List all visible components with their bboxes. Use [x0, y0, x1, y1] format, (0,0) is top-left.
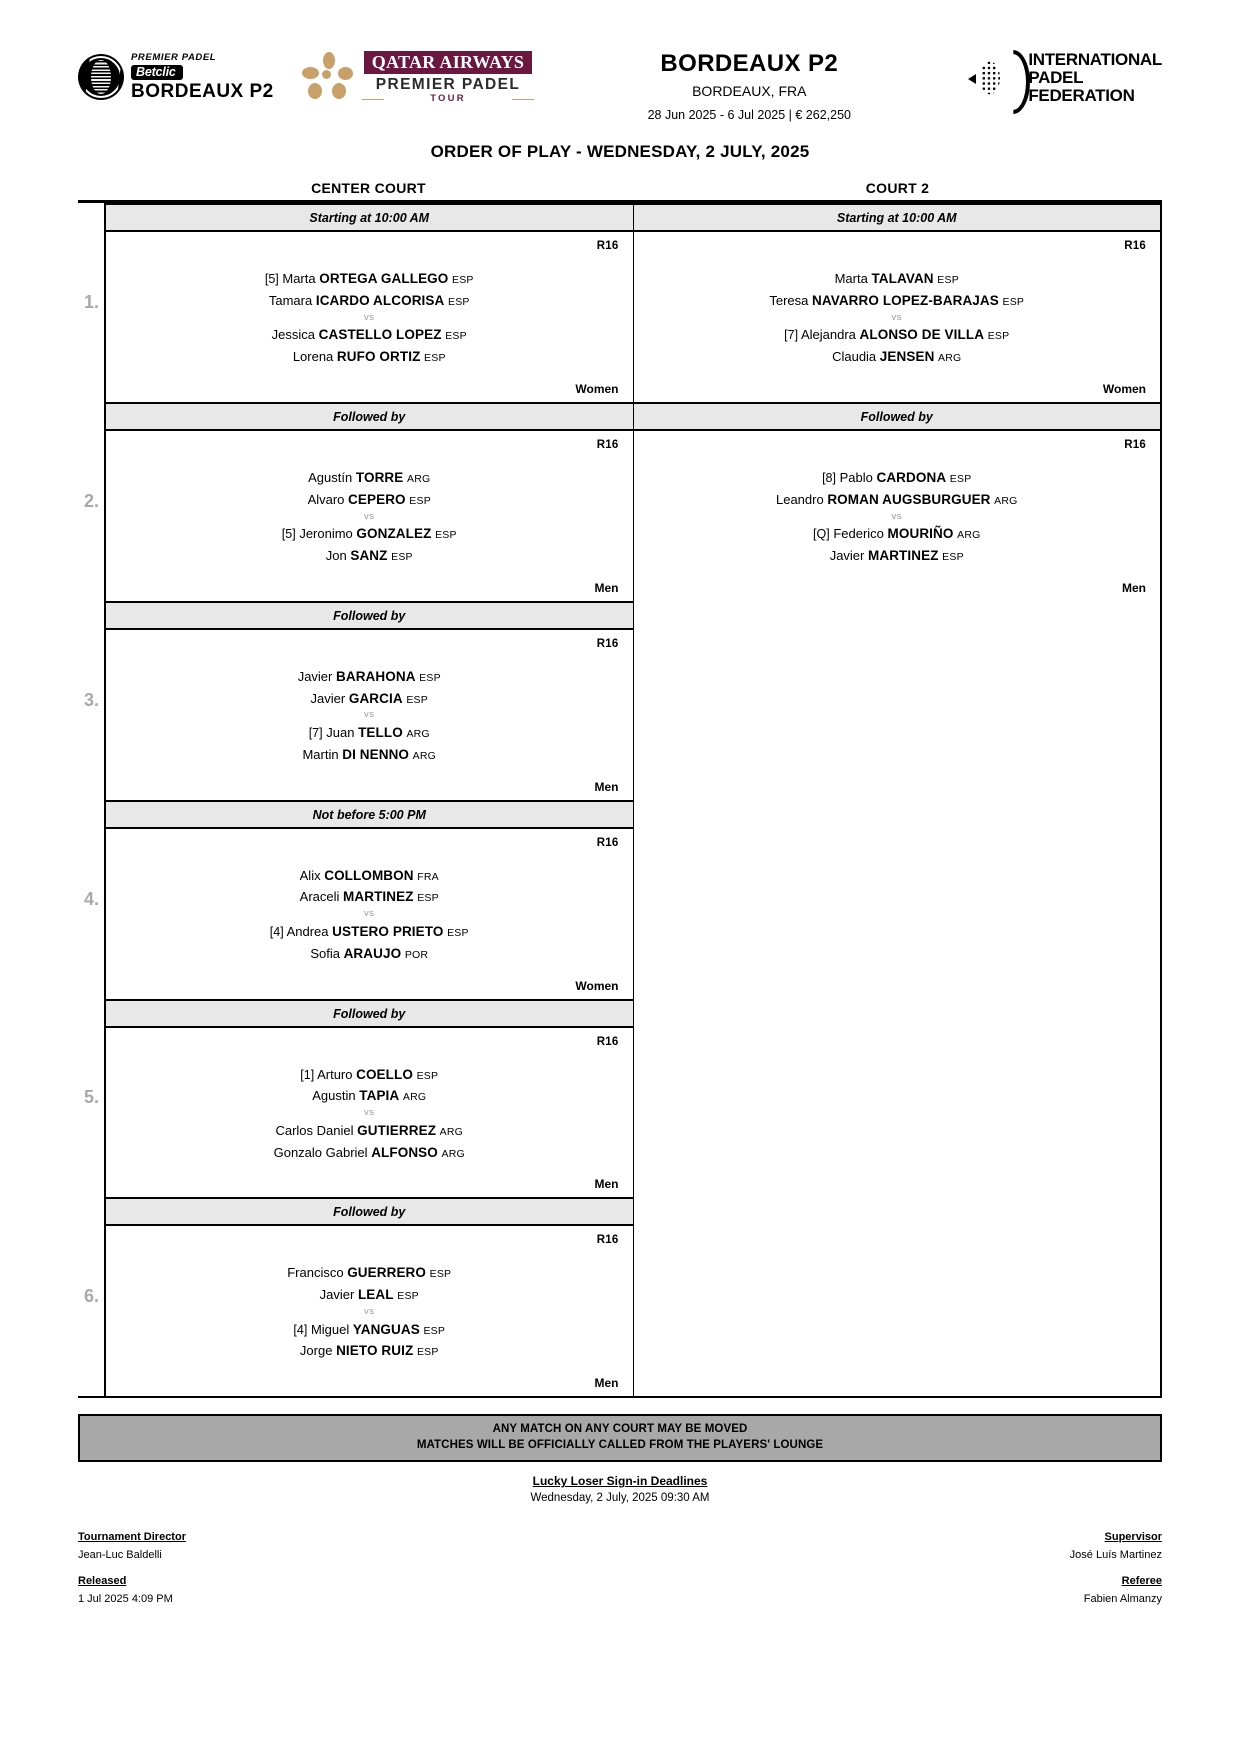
- footer-left-column: [78, 1530, 186, 1608]
- player-line: [120, 324, 619, 346]
- player-seed: [Q]: [813, 527, 830, 542]
- notice-line-2: MATCHES WILL BE OFFICIALLY CALLED FROM THE PLAYERS' LOUNGE: [416, 1438, 824, 1451]
- player-first-name: Jon: [325, 547, 347, 563]
- match-category: Women: [575, 381, 619, 396]
- round-label: R16: [596, 438, 619, 451]
- match-category: Women: [575, 978, 619, 993]
- player-line: [120, 545, 619, 567]
- court-2-cell: [634, 999, 1163, 1198]
- match-players: [648, 268, 1147, 368]
- qatar-airways-premier-padel-logo: [300, 50, 532, 104]
- player-line: [120, 268, 619, 290]
- match-players: [120, 1262, 619, 1362]
- player-line: [648, 346, 1147, 368]
- supervisor-name: José Luís Martinez: [1069, 1549, 1162, 1562]
- player-first-name: Jessica: [271, 327, 316, 343]
- player-nationality: ARG: [406, 727, 430, 740]
- padel-ball-icon: [78, 54, 124, 100]
- page-header: [0, 0, 1240, 130]
- player-line: [120, 865, 619, 887]
- player-last-name: GUERRERO: [347, 1265, 427, 1281]
- player-line: [120, 1064, 619, 1086]
- player-nationality: ESP: [942, 550, 964, 563]
- player-line: [120, 921, 619, 943]
- player-nationality: ESP: [424, 352, 446, 365]
- player-last-name: MARTINEZ: [343, 889, 414, 905]
- player-line: [120, 1120, 619, 1142]
- player-last-name: TELLO: [358, 724, 403, 740]
- empty-time-slot: [634, 1197, 1161, 1226]
- empty-match-slot: [634, 1226, 1161, 1389]
- player-last-name: CARDONA: [876, 469, 947, 485]
- match-time-banner[interactable]: Followed by: [634, 402, 1161, 431]
- player-nationality: ESP: [435, 529, 457, 542]
- player-last-name: TAPIA: [359, 1088, 400, 1104]
- player-first-name: Claudia: [832, 349, 877, 365]
- match-time-banner[interactable]: Followed by: [106, 402, 633, 431]
- match-block[interactable]: [106, 1028, 633, 1198]
- court-2-cell: [634, 601, 1163, 800]
- player-first-name: Federico: [833, 526, 884, 542]
- player-nationality: ESP: [452, 274, 474, 286]
- lucky-loser-block: [0, 1474, 1240, 1504]
- versus-separator: vs: [364, 1306, 375, 1318]
- player-line: [120, 744, 619, 766]
- player-nationality: ESP: [416, 1346, 439, 1359]
- player-nationality: ESP: [987, 330, 1010, 343]
- player-last-name: NIETO RUIZ: [336, 1343, 414, 1359]
- player-last-name: GARCIA: [348, 690, 403, 706]
- player-last-name: MOURIÑO: [887, 526, 954, 542]
- player-first-name: Jorge: [299, 1343, 333, 1359]
- tournament-title-block: [532, 42, 966, 122]
- player-first-name: Leandro: [775, 491, 824, 507]
- player-seed: [5]: [281, 527, 296, 542]
- player-seed: [4]: [293, 1322, 308, 1337]
- schedule-table: [78, 200, 1162, 1398]
- player-last-name: DI NENNO: [342, 746, 410, 762]
- player-first-name: Javier: [829, 547, 865, 563]
- player-line: [648, 268, 1147, 290]
- player-last-name: ALONSO DE VILLA: [859, 327, 985, 343]
- player-last-name: GONZALEZ: [356, 526, 432, 542]
- match-block[interactable]: [106, 630, 633, 800]
- player-line: [120, 688, 619, 710]
- player-first-name: Tamara: [268, 292, 313, 308]
- center-court-cell: [104, 999, 634, 1198]
- player-last-name: ORTEGA GALLEGO: [319, 271, 449, 286]
- player-first-name: Jeronimo: [299, 526, 353, 542]
- player-nationality: POR: [404, 948, 429, 961]
- center-court-cell: [104, 800, 634, 999]
- player-first-name: Alvaro: [307, 491, 345, 507]
- match-order-number: 4.: [83, 888, 99, 909]
- round-label: R16: [596, 637, 619, 650]
- player-line: [120, 489, 619, 511]
- player-nationality: ESP: [406, 693, 428, 706]
- player-nationality: ESP: [419, 671, 441, 684]
- center-court-cell: [104, 1197, 634, 1396]
- match-time-banner[interactable]: Followed by: [106, 601, 633, 630]
- match-players: [648, 467, 1147, 567]
- player-last-name: COLLOMBON: [324, 867, 414, 883]
- player-nationality: ESP: [937, 274, 959, 286]
- player-last-name: CASTELLO LOPEZ: [318, 327, 442, 343]
- court-2-cell: [634, 402, 1163, 601]
- supervisor-label: Supervisor: [1104, 1531, 1162, 1544]
- player-first-name: Francisco: [287, 1265, 344, 1281]
- player-line: [648, 467, 1147, 489]
- center-court-cell: [104, 203, 634, 402]
- round-label: R16: [596, 1234, 619, 1247]
- player-last-name: MARTINEZ: [868, 547, 939, 563]
- match-block[interactable]: [634, 232, 1161, 402]
- player-nationality: ARG: [441, 1147, 465, 1160]
- empty-match-slot: [634, 829, 1161, 992]
- match-order-number: 1.: [83, 291, 99, 312]
- round-label: R16: [596, 836, 619, 849]
- center-court-cell: [104, 601, 634, 800]
- player-last-name: ROMAN AUGSBURGUER: [827, 491, 991, 507]
- player-first-name: Teresa: [769, 292, 809, 308]
- referee-label: Referee: [1121, 1575, 1162, 1588]
- player-line: [120, 666, 619, 688]
- player-line: [120, 943, 619, 965]
- player-nationality: ESP: [417, 892, 439, 905]
- player-first-name: Araceli: [299, 889, 340, 905]
- player-first-name: Agustin: [312, 1088, 356, 1104]
- ipf-emblem-icon: [966, 48, 1018, 108]
- player-nationality: ESP: [416, 1069, 439, 1082]
- page-footer: [78, 1530, 1162, 1608]
- match-time-banner[interactable]: Starting at 10:00 AM: [106, 203, 633, 232]
- court-header-court-2: COURT 2: [865, 180, 930, 196]
- match-category: Men: [594, 1177, 619, 1192]
- match-time-banner[interactable]: Followed by: [106, 1197, 633, 1226]
- player-first-name: Alix: [299, 867, 321, 883]
- empty-time-slot: [634, 601, 1161, 630]
- tournament-city: BORDEAUX, FRA: [692, 83, 807, 99]
- match-category: Men: [594, 779, 619, 794]
- player-first-name: Alejandra: [800, 327, 856, 343]
- match-category: Men: [1122, 580, 1146, 595]
- player-last-name: NAVARRO LOPEZ-BARAJAS: [812, 292, 999, 308]
- player-line: [120, 1319, 619, 1341]
- event-logo-name: BORDEAUX P2: [131, 81, 274, 102]
- empty-time-slot: [634, 999, 1161, 1028]
- versus-separator: vs: [364, 908, 375, 920]
- player-line: [120, 467, 619, 489]
- lucky-loser-title: Lucky Loser Sign-in Deadlines: [532, 1474, 708, 1489]
- player-last-name: YANGUAS: [352, 1321, 420, 1337]
- player-nationality: ARG: [957, 529, 981, 542]
- player-first-name: Andrea: [286, 923, 329, 939]
- player-first-name: Javier: [319, 1287, 355, 1303]
- player-last-name: CEPERO: [348, 491, 406, 507]
- round-label: R16: [1124, 240, 1146, 252]
- tournament-dates-prize: 28 Jun 2025 - 6 Jul 2025 | € 262,250: [647, 108, 851, 122]
- schedule-row: [78, 203, 1162, 402]
- tour-word-label: TOUR: [364, 94, 532, 104]
- player-first-name: Miguel: [310, 1321, 350, 1337]
- match-order-number: 2.: [83, 490, 99, 511]
- player-nationality: ESP: [445, 330, 467, 343]
- match-block[interactable]: [106, 829, 633, 999]
- player-first-name: Martin: [302, 746, 339, 762]
- player-line: [648, 290, 1147, 312]
- match-order-number: 6.: [83, 1286, 99, 1307]
- round-label: R16: [596, 240, 619, 252]
- match-category: Men: [594, 1376, 619, 1391]
- match-players: [120, 1064, 619, 1164]
- qatar-airways-label: QATAR AIRWAYS: [364, 51, 532, 74]
- player-last-name: LEAL: [357, 1287, 394, 1303]
- player-line: [120, 523, 619, 545]
- released-label: Released: [78, 1575, 127, 1588]
- court-2-cell: [634, 800, 1163, 999]
- player-first-name: Pablo: [839, 469, 873, 485]
- player-nationality: ESP: [447, 295, 470, 308]
- match-time-banner[interactable]: Not before 5:00 PM: [106, 800, 633, 829]
- schedule-row: [78, 402, 1162, 601]
- tournament-director-label: Tournament Director: [78, 1531, 186, 1544]
- match-players: [120, 865, 619, 965]
- premier-padel-label: PREMIER PADEL: [131, 52, 217, 63]
- player-last-name: TALAVAN: [871, 271, 934, 286]
- player-first-name: Marta: [834, 271, 868, 286]
- premier-padel-tour-label: PREMIER PADEL: [375, 75, 521, 93]
- player-line: [120, 290, 619, 312]
- player-line: [120, 1340, 619, 1362]
- player-last-name: JENSEN: [879, 349, 935, 365]
- player-first-name: Marta: [282, 271, 316, 286]
- court-2-cell: [634, 1197, 1163, 1396]
- player-first-name: Lorena: [292, 349, 334, 365]
- center-court-cell: [104, 402, 634, 601]
- player-last-name: ICARDO ALCORISA: [315, 292, 445, 308]
- player-seed: [5]: [264, 272, 279, 286]
- player-first-name: Gonzalo Gabriel: [273, 1144, 368, 1160]
- player-nationality: ESP: [1002, 295, 1025, 308]
- ipf-line-1: INTERNATIONAL: [1028, 50, 1162, 70]
- versus-separator: vs: [891, 510, 902, 522]
- match-time-banner[interactable]: Starting at 10:00 AM: [634, 203, 1161, 232]
- player-last-name: COELLO: [356, 1066, 413, 1082]
- player-last-name: TORRE: [355, 469, 404, 485]
- player-last-name: SANZ: [350, 547, 388, 563]
- lucky-loser-deadline: Wednesday, 2 July, 2025 09:30 AM: [530, 1492, 710, 1505]
- tournament-director-name: Jean-Luc Baldelli: [78, 1549, 162, 1562]
- player-nationality: ARG: [407, 472, 431, 485]
- player-nationality: ESP: [409, 494, 431, 507]
- betclic-sponsor-label: Betclic: [131, 65, 183, 81]
- match-block[interactable]: [106, 232, 633, 402]
- versus-separator: vs: [364, 709, 375, 721]
- player-line: [648, 523, 1147, 545]
- player-line: [648, 545, 1147, 567]
- notice-banner: [78, 1414, 1162, 1462]
- match-players: [120, 666, 619, 766]
- player-last-name: USTERO PRIETO: [332, 923, 444, 939]
- match-block[interactable]: [634, 431, 1161, 601]
- player-nationality: ESP: [447, 926, 469, 939]
- player-nationality: FRA: [417, 870, 439, 883]
- bordeaux-p2-logo: [78, 53, 274, 101]
- player-line: [120, 1284, 619, 1306]
- premier-padel-flower-icon: [300, 50, 354, 104]
- player-first-name: Javier: [310, 690, 346, 706]
- player-line: [120, 886, 619, 908]
- match-category: Women: [1102, 381, 1146, 396]
- round-label: R16: [1124, 438, 1146, 451]
- match-order-number: 3.: [83, 689, 99, 710]
- ipf-line-2: PADEL: [1028, 68, 1084, 88]
- player-nationality: ARG: [402, 1091, 427, 1104]
- player-line: [120, 1142, 619, 1164]
- released-timestamp: 1 Jul 2025 4:09 PM: [78, 1593, 173, 1606]
- player-line: [120, 1085, 619, 1107]
- player-line: [120, 346, 619, 368]
- empty-match-slot: [634, 630, 1161, 793]
- player-seed: [8]: [822, 470, 836, 485]
- schedule-row: [78, 1197, 1162, 1398]
- footer-right-column: [1070, 1530, 1162, 1608]
- player-nationality: ESP: [949, 472, 972, 485]
- match-time-banner[interactable]: Followed by: [106, 999, 633, 1028]
- player-first-name: Javier: [297, 668, 333, 684]
- versus-separator: vs: [364, 311, 375, 323]
- round-label: R16: [596, 1035, 619, 1048]
- ipf-line-3: FEDERATION: [1028, 85, 1135, 105]
- empty-match-slot: [634, 1028, 1161, 1191]
- player-first-name: Sofia: [310, 945, 340, 961]
- notice-line-1: ANY MATCH ON ANY COURT MAY BE MOVED: [492, 1423, 748, 1436]
- court-headers: [0, 180, 1240, 196]
- match-block[interactable]: [106, 431, 633, 601]
- versus-separator: vs: [364, 1107, 375, 1119]
- player-last-name: ARAUJO: [343, 945, 402, 961]
- court-2-cell: [634, 203, 1163, 402]
- player-first-name: Arturo: [317, 1066, 353, 1082]
- match-category: Men: [594, 580, 619, 595]
- player-last-name: BARAHONA: [336, 668, 416, 684]
- schedule-row: [78, 800, 1162, 999]
- player-last-name: ALFONSO: [371, 1144, 438, 1160]
- player-seed: [4]: [269, 924, 284, 939]
- player-seed: [7]: [784, 328, 799, 343]
- player-nationality: ESP: [423, 1324, 446, 1337]
- referee-name: Fabien Almanzy: [1083, 1593, 1162, 1606]
- player-seed: [1]: [300, 1067, 315, 1082]
- court-header-center-court: CENTER COURT: [311, 180, 426, 196]
- player-nationality: ARG: [412, 749, 437, 762]
- player-nationality: ARG: [439, 1125, 464, 1138]
- player-line: [648, 324, 1147, 346]
- order-of-play-heading: ORDER OF PLAY - WEDNESDAY, 2 JULY, 2025: [430, 142, 810, 161]
- player-line: [648, 489, 1147, 511]
- player-line: [120, 1262, 619, 1284]
- player-nationality: ESP: [391, 550, 413, 563]
- player-last-name: GUTIERREZ: [357, 1122, 437, 1138]
- player-first-name: Carlos Daniel: [275, 1122, 354, 1138]
- player-line: [120, 722, 619, 744]
- versus-separator: vs: [364, 510, 375, 522]
- tournament-logo-group: [78, 50, 532, 104]
- match-players: [120, 467, 619, 567]
- match-order-number: 5.: [83, 1087, 99, 1108]
- match-block[interactable]: [106, 1226, 633, 1396]
- schedule-row: [78, 601, 1162, 800]
- schedule-row: [78, 999, 1162, 1198]
- player-first-name: Agustín: [308, 469, 353, 485]
- player-nationality: ESP: [429, 1268, 452, 1281]
- player-seed: [7]: [308, 725, 323, 740]
- match-players: [120, 268, 619, 368]
- player-first-name: Juan: [326, 724, 355, 740]
- international-padel-federation-logo: [966, 48, 1162, 108]
- versus-separator: vs: [891, 311, 902, 323]
- player-nationality: ESP: [397, 1290, 419, 1303]
- empty-time-slot: [634, 800, 1161, 829]
- player-nationality: ARG: [938, 352, 962, 365]
- page-title: BORDEAUX P2: [660, 50, 839, 77]
- player-last-name: RUFO ORTIZ: [336, 349, 421, 365]
- player-nationality: ARG: [994, 494, 1018, 507]
